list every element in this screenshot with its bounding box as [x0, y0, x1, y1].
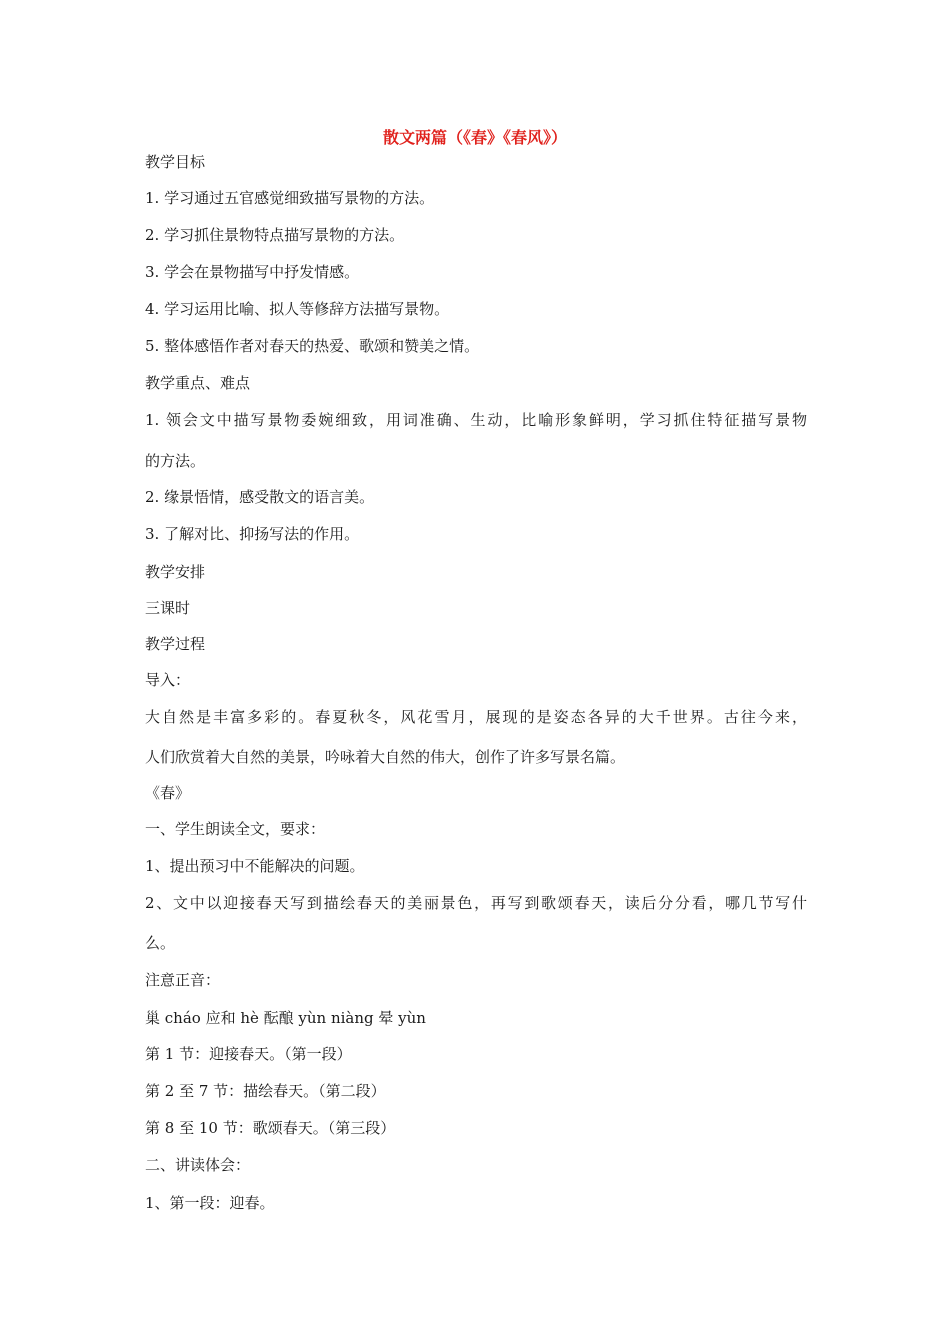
structure-part-3: 第 8 至 10 节：歌颂春天。（第三段）: [145, 1119, 396, 1137]
goal-item-3: 3. 学会在景物描写中抒发情感。: [145, 263, 360, 281]
step-2-heading: 二、讲读体会：: [145, 1156, 251, 1174]
goal-item-5: 5. 整体感悟作者对春天的热爱、歌颂和赞美之情。: [145, 337, 480, 355]
schedule-text: 三课时: [145, 599, 191, 617]
intro-label: 导入：: [145, 671, 191, 689]
section-title-chun: 《春》: [145, 784, 191, 802]
pronunciation-list: 巢 cháo 应和 hè 酝酿 yùn niàng 晕 yùn: [145, 1009, 426, 1027]
step-1-item-2-continued: 么。: [145, 934, 176, 952]
key-point-3: 3. 了解对比、抑扬写法的作用。: [145, 525, 360, 543]
key-point-1: 1. 领会文中描写景物委婉细致，用词准确、生动，比喻形象鲜明，学习抓住特征描写景物: [145, 411, 807, 429]
structure-part-1: 第 1 节：迎接春天。（第一段）: [145, 1045, 352, 1063]
pronunciation-heading: 注意正音：: [145, 971, 221, 989]
step-1-item-2: 2、文中以迎接春天写到描绘春天的美丽景色，再写到歌颂春天，读后分分看，哪几节写什: [145, 894, 807, 912]
goal-item-2: 2. 学习抓住景物特点描写景物的方法。: [145, 226, 405, 244]
structure-part-2: 第 2 至 7 节：描绘春天。（第二段）: [145, 1082, 386, 1100]
intro-paragraph-line-2: 人们欣赏着大自然的美景，吟咏着大自然的伟大，创作了许多写景名篇。: [145, 748, 626, 766]
goal-item-4: 4. 学习运用比喻、拟人等修辞方法描写景物。: [145, 300, 450, 318]
heading-teaching-goals: 教学目标: [145, 153, 206, 171]
document-title: 散文两篇（《春》《春风》）: [382, 128, 567, 147]
step-1-heading: 一、学生朗读全文，要求：: [145, 820, 326, 838]
heading-key-points: 教学重点、难点: [145, 374, 251, 392]
intro-paragraph-line-1: 大自然是丰富多彩的。春夏秋冬，风花雪月，展现的是姿态各异的大千世界。古往今来，: [145, 708, 807, 726]
key-point-1-continued: 的方法。: [145, 452, 206, 470]
heading-process: 教学过程: [145, 635, 206, 653]
step-1-item-1: 1、提出预习中不能解决的问题。: [145, 857, 365, 875]
goal-item-1: 1. 学习通过五官感觉细致描写景物的方法。: [145, 189, 435, 207]
step-2-item-1: 1、第一段：迎春。: [145, 1194, 275, 1212]
key-point-2: 2. 缘景悟情，感受散文的语言美。: [145, 488, 375, 506]
heading-schedule: 教学安排: [145, 563, 206, 581]
